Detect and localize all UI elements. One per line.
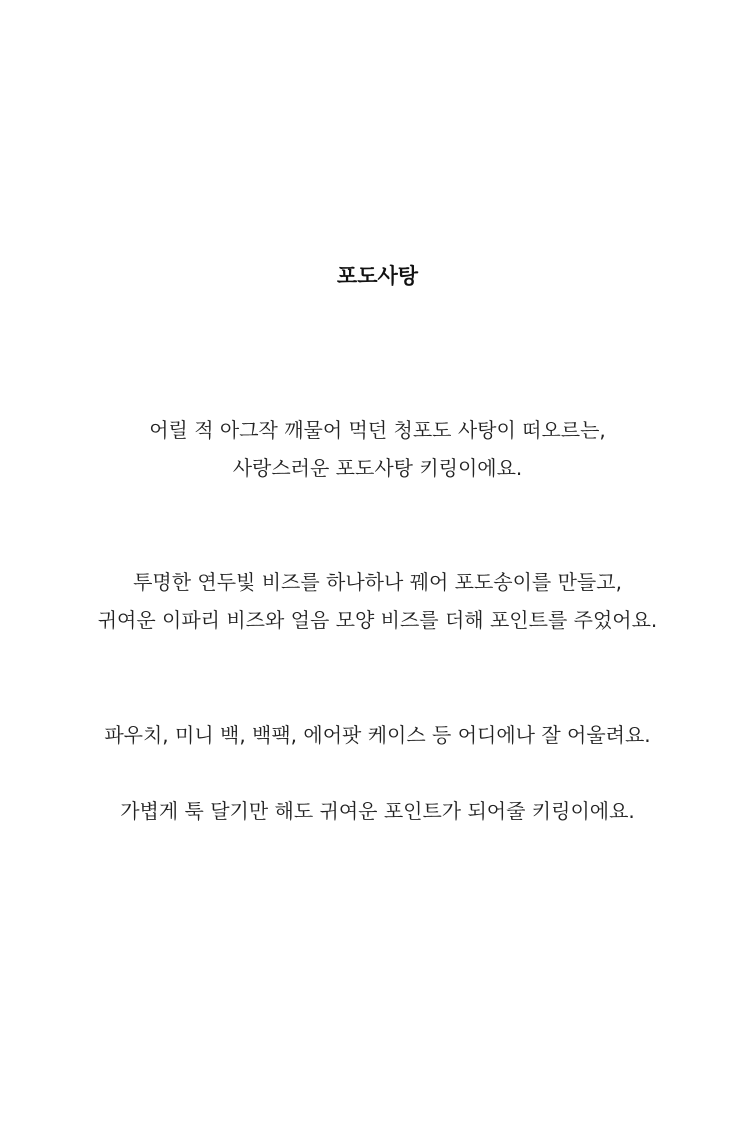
description-paragraph-3: [0, 716, 755, 754]
paragraph-line: 투명한 연두빛 비즈를 하나하나 꿰어 포도송이를 만들고,: [133, 570, 622, 594]
paragraph-line: 어릴 적 아그작 깨물어 먹던 청포도 사탕이 떠오르는,: [149, 418, 606, 442]
paragraph-line: 가볍게 툭 달기만 해도 귀여운 포인트가 되어줄 키링이에요.: [120, 799, 635, 823]
page-title: 포도사탕: [336, 264, 419, 288]
paragraph-line: 사랑스러운 포도사탕 키링이에요.: [232, 456, 523, 480]
description-paragraph-4: [0, 792, 755, 830]
paragraph-line: 귀여운 이파리 비즈와 얼음 모양 비즈를 더해 포인트를 주었어요.: [97, 608, 658, 632]
paragraph-line: 파우치, 미니 백, 백팩, 에어팟 케이스 등 어디에나 잘 어울려요.: [104, 723, 651, 747]
description-paragraph-1: [0, 411, 755, 487]
description-paragraph-2: [0, 563, 755, 639]
